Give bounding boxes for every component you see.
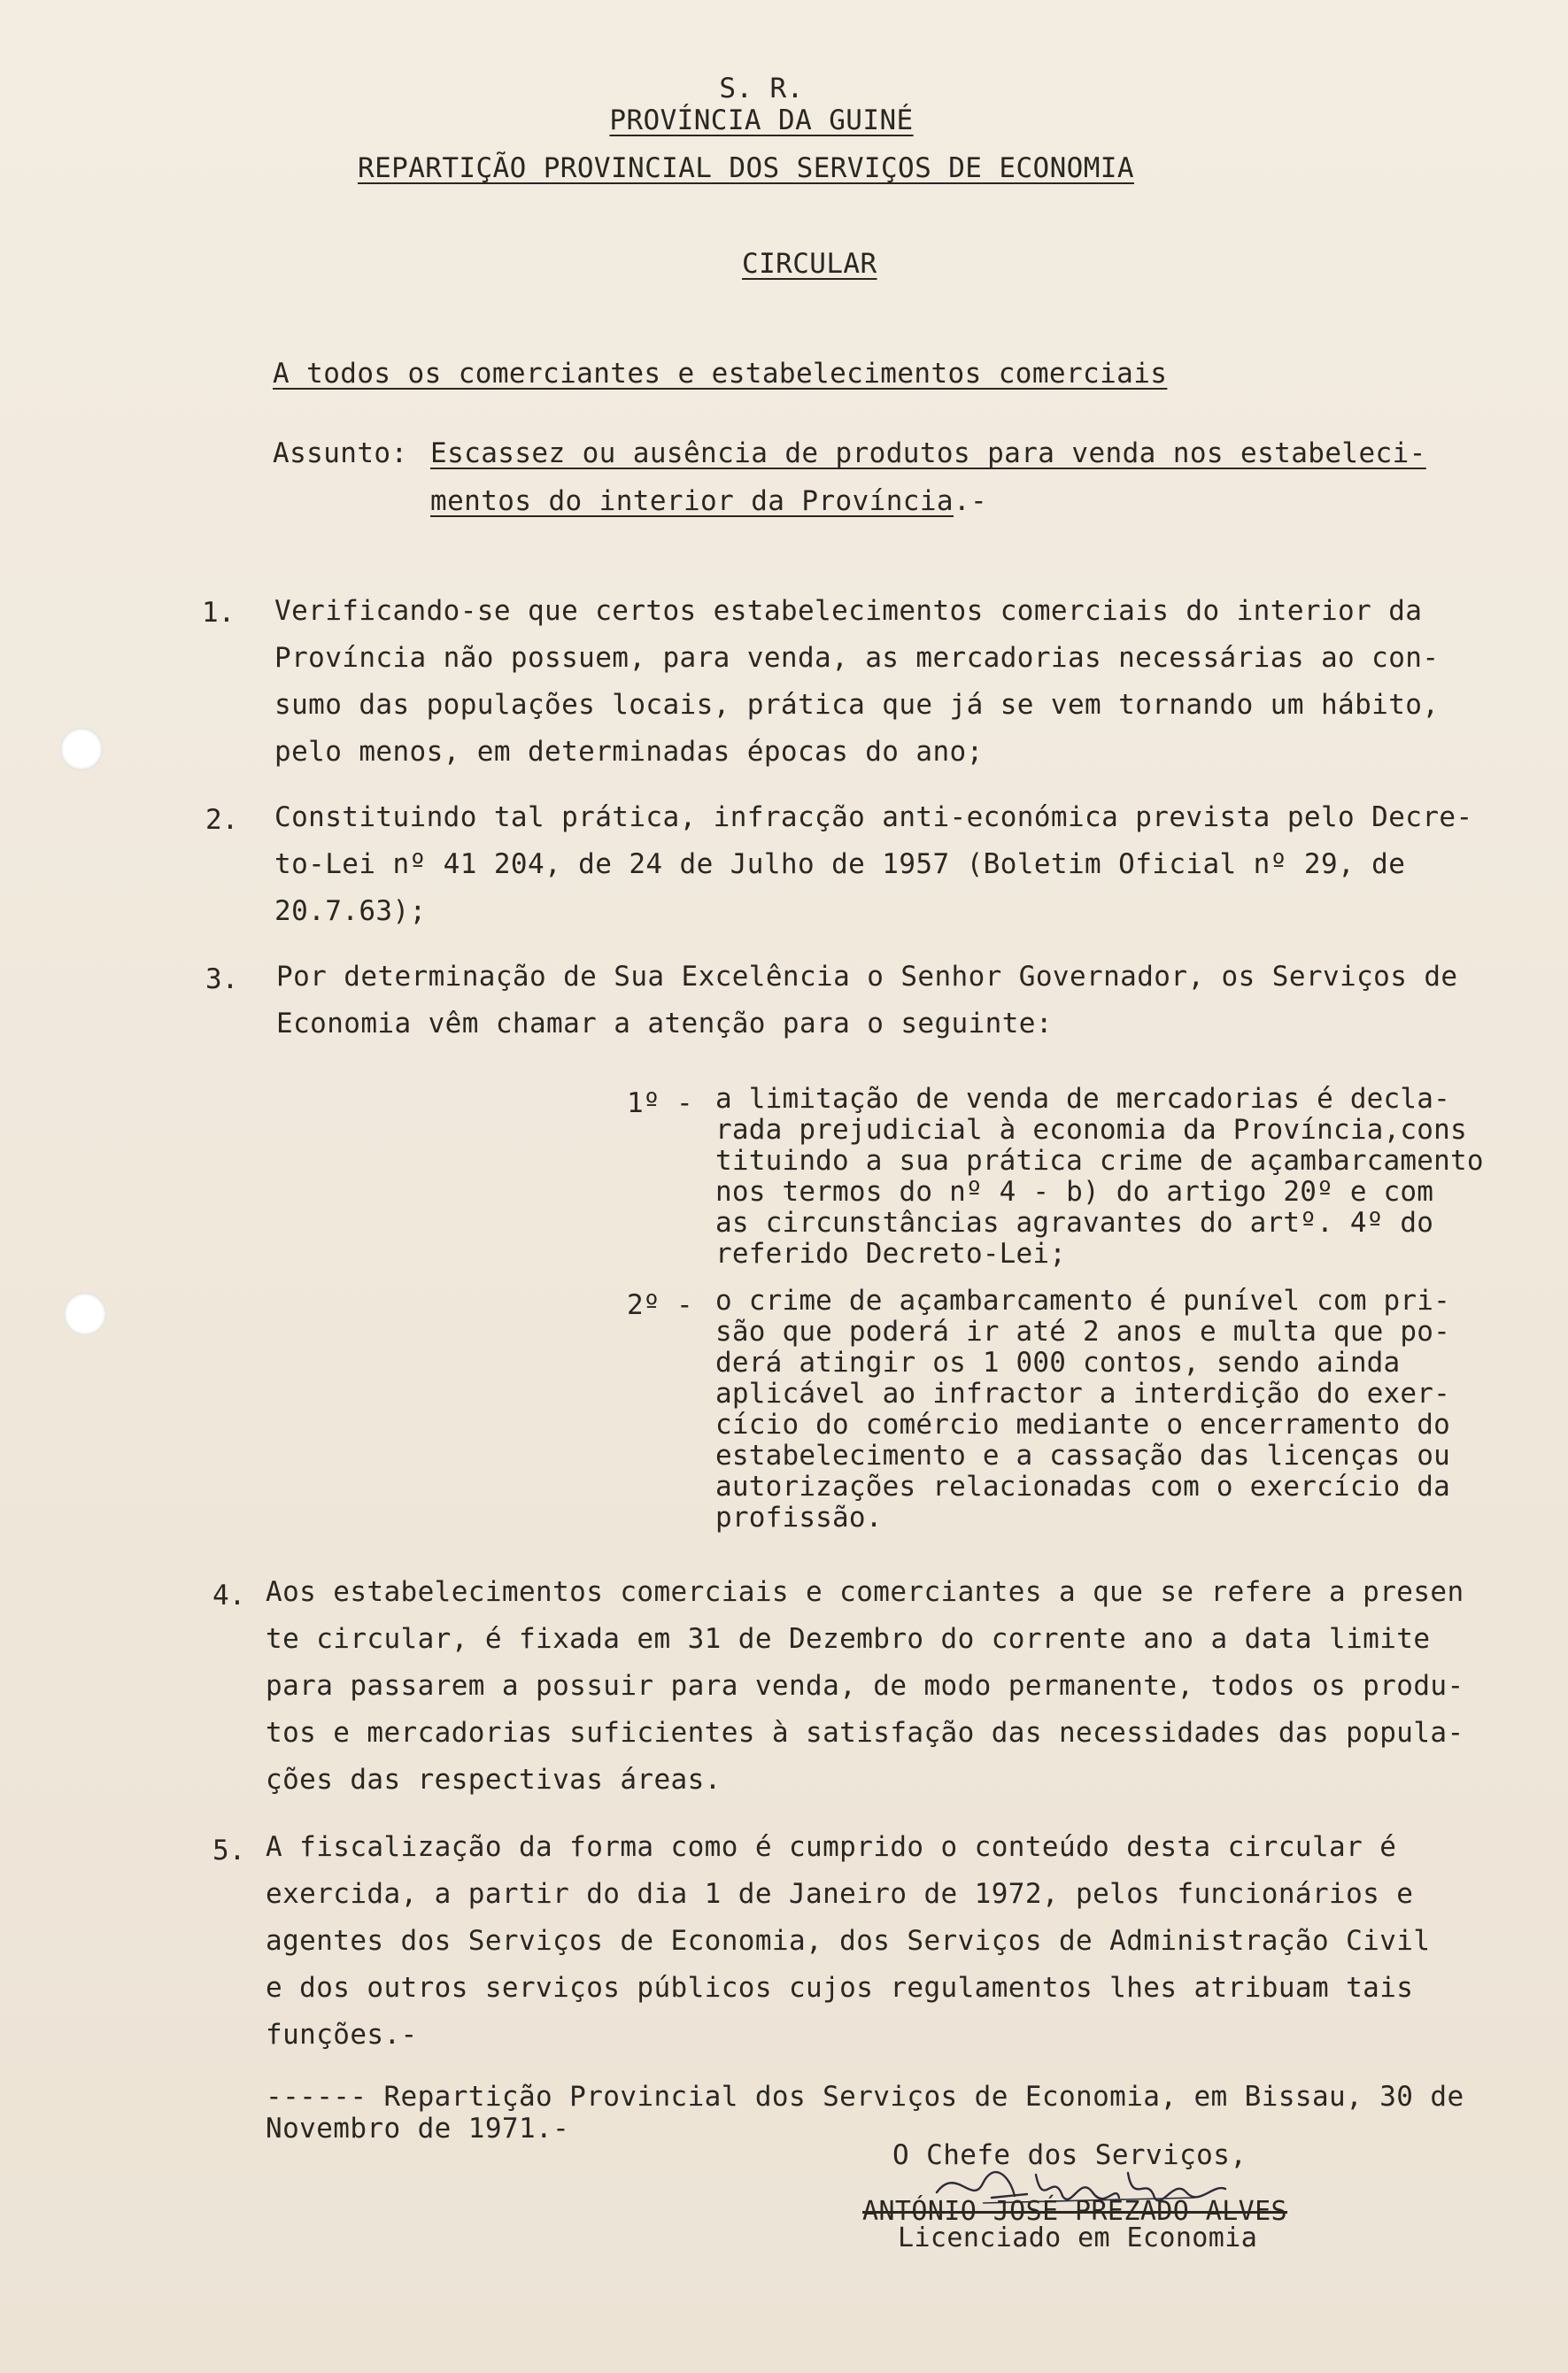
header-province: PROVÍNCIA DA GUINÉ xyxy=(609,104,914,136)
subitem-2-line: derá atingir os 1 000 contos, sendo ainda xyxy=(715,1347,1401,1379)
punch-hole-top xyxy=(60,728,103,770)
paragraph-5-line: funções.- xyxy=(266,2019,418,2051)
closing-line-2: Novembro de 1971.- xyxy=(266,2113,570,2145)
punch-hole-bottom xyxy=(64,1293,106,1335)
paragraph-4-line: ções das respectivas áreas. xyxy=(266,1764,722,1796)
subject-line-2-suffix: .- xyxy=(953,485,988,517)
signatory-name-text: ANTÓNIO JOSÉ PREZADO ALVES xyxy=(862,2196,1287,2227)
subitem-2 xyxy=(715,1286,1450,1534)
subject-label: Assunto: xyxy=(273,437,408,469)
paragraph-1-line: sumo das populações locais, prática que já se vem tornando um hábito, xyxy=(274,689,1440,721)
closing-line-1: ------ Repartição Provincial dos Serviços de Economia, em Bissau, 30 de xyxy=(266,2081,1464,2113)
header-sr: S. R. xyxy=(719,73,804,104)
subitem-1-line: nos termos do nº 4 - b) do artigo 20º e com xyxy=(715,1176,1434,1208)
paragraph-2-number: 2. xyxy=(205,804,239,836)
addressee: A todos os comerciantes e estabelecimentos comerciais xyxy=(273,358,1168,390)
signatory-qualification: Licenciado em Economia xyxy=(898,2222,1258,2253)
paragraph-4 xyxy=(266,1569,1464,1804)
paragraph-4-line: te circular, é fixada em 31 de Dezembro do corrente ano a data limite xyxy=(266,1623,1431,1655)
paragraph-5-line: agentes dos Serviços de Economia, dos Serviços de Administração Civil xyxy=(266,1925,1431,1957)
subitem-2-line: o crime de açambarcamento é punível com pri- xyxy=(715,1285,1450,1317)
subitem-2-line: estabelecimento e a cassação das licenças ou xyxy=(715,1440,1450,1472)
subitem-2-number: 2º - xyxy=(627,1289,693,1321)
paragraph-3-number: 3. xyxy=(205,963,239,995)
paragraph-3-line: Economia vêm chamar a atenção para o seguinte: xyxy=(276,1008,1053,1040)
paragraph-1-line: Verificando-se que certos estabelecimentos comerciais do interior da xyxy=(274,595,1423,627)
paragraph-1-number: 1. xyxy=(202,597,236,629)
paragraph-4-number: 4. xyxy=(212,1580,246,1612)
paragraph-1-line: Província não possuem, para venda, as mercadorias necessárias ao con- xyxy=(274,642,1440,674)
paragraph-2-line: 20.7.63); xyxy=(274,895,427,927)
paragraph-2 xyxy=(274,794,1473,935)
paragraph-4-line: Aos estabelecimentos comerciais e comerciantes a que se refere a presen xyxy=(266,1576,1464,1608)
paragraph-4-line: para passarem a possuir para venda, de modo permanente, todos os produ- xyxy=(266,1670,1464,1702)
paragraph-1 xyxy=(274,588,1439,776)
subitem-2-line: cício do comércio mediante o encerramento do xyxy=(715,1409,1450,1441)
header-department: REPARTIÇÃO PROVINCIAL DOS SERVIÇOS DE ECONOMIA xyxy=(358,152,1134,184)
paragraph-5-line: e dos outros serviços públicos cujos regulamentos lhes atribuam tais xyxy=(266,1972,1414,2004)
subitem-2-line: são que poderá ir até 2 anos e multa que po- xyxy=(715,1316,1450,1348)
subitem-1-line: a limitação de venda de mercadorias é decla- xyxy=(715,1083,1450,1115)
subitem-1-line: tituindo a sua prática crime de açambarcamento xyxy=(715,1145,1484,1177)
subitem-1-line: as circunstâncias agravantes do artº. 4º do xyxy=(715,1207,1434,1239)
paragraph-5-line: A fiscalização da forma como é cumprido o conteúdo desta circular é xyxy=(266,1831,1397,1863)
subitem-1 xyxy=(715,1084,1484,1270)
document-type: CIRCULAR xyxy=(742,248,877,280)
subitem-1-line: rada prejudicial à economia da Província,cons xyxy=(715,1114,1467,1146)
paragraph-5 xyxy=(266,1824,1430,2059)
subitem-1-number: 1º - xyxy=(627,1087,693,1119)
paragraph-5-line: exercida, a partir do dia 1 de Janeiro de 1972, pelos funcionários e xyxy=(266,1878,1414,1910)
paragraph-3-line: Por determinação de Sua Excelência o Senhor Governador, os Serviços de xyxy=(276,961,1458,993)
paragraph-1-line: pelo menos, em determinadas épocas do ano; xyxy=(274,736,984,768)
subitem-1-line: referido Decreto-Lei; xyxy=(715,1238,1067,1270)
paragraph-4-line: tos e mercadorias suficientes à satisfação das necessidades das popula- xyxy=(266,1717,1464,1749)
paragraph-3 xyxy=(276,954,1457,1047)
subitem-2-line: aplicável ao infractor a interdição do exer- xyxy=(715,1378,1450,1410)
subject-line-2: mentos do interior da Província xyxy=(430,485,954,517)
paragraph-2-line: to-Lei nº 41 204, de 24 de Julho de 1957 (Boletim Oficial nº 29, de xyxy=(274,848,1406,880)
subject-line-2-wrap xyxy=(430,485,987,517)
paragraph-2-line: Constituindo tal prática, infracção anti-económica prevista pelo Decre- xyxy=(274,801,1473,833)
subitem-2-line: autorizações relacionadas com o exercício da xyxy=(715,1471,1450,1503)
subitem-2-line: profissão. xyxy=(715,1502,883,1534)
paragraph-5-number: 5. xyxy=(212,1835,246,1867)
signature-title: O Chefe dos Serviços, xyxy=(892,2139,1247,2171)
subject-line-1: Escassez ou ausência de produtos para venda nos estabeleci- xyxy=(430,437,1426,469)
